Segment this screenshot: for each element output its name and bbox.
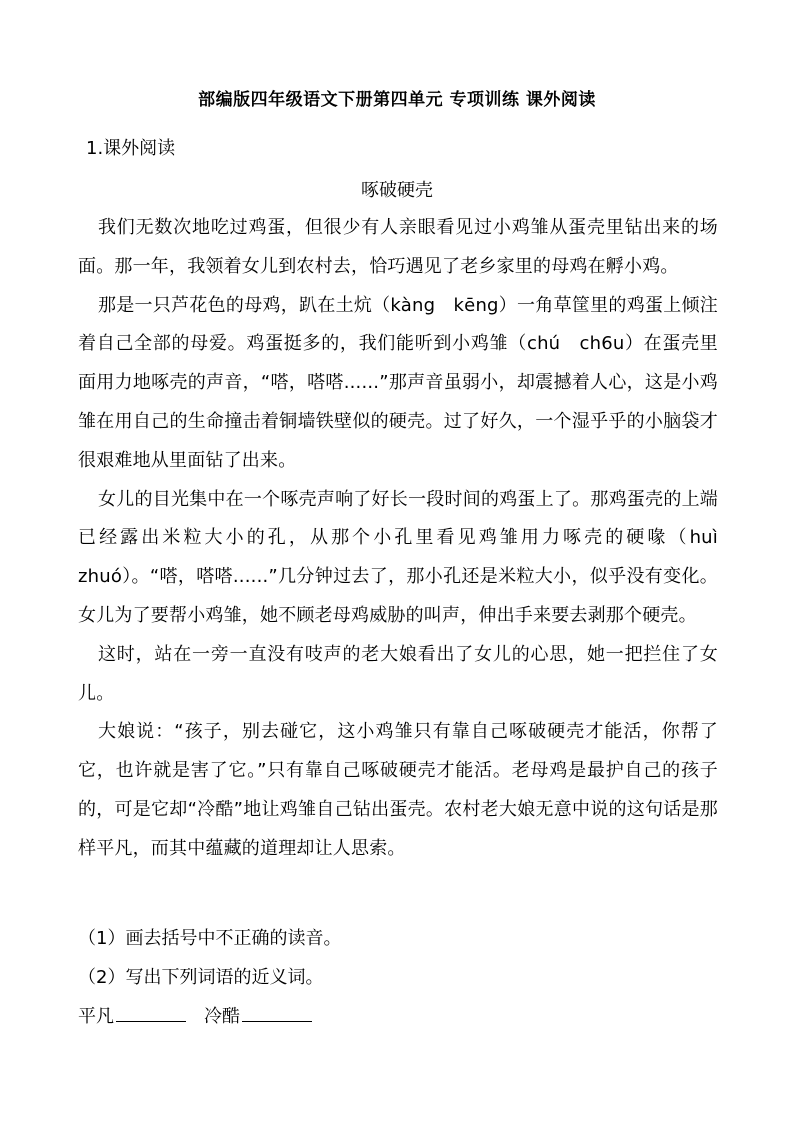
paragraph: 大娘说：“孩子，别去碰它，这小鸡雏只有靠自己啄破硬壳才能活，你帮了它，也许就是害了它。”只有靠自己啄破硬壳才能活。老母鸡是最护自己的孩子的，可是它却“冷酷”地让鸡雏自己钻出蛋壳。农村老大娘无意中说的这句话是那样平凡，而其中蕴藏的道理却让人思索。	[78, 721, 718, 859]
paragraph: 我们无数次地吃过鸡蛋，但很少有人亲眼看见过小鸡雏从蛋壳里钻出来的场面。那一年，我领着女儿到农村去，恰巧遇见了老乡家里的母鸡在孵小鸡。	[78, 217, 718, 277]
blank-label-pingfan: 平凡	[78, 1005, 114, 1027]
answer-blank-lengku[interactable]	[242, 1003, 312, 1022]
question-1: （1）画去括号中不正确的读音。	[78, 928, 342, 949]
answer-blank-pingfan[interactable]	[116, 1003, 186, 1022]
passage-body	[78, 209, 737, 869]
paragraph: 这时，站在一旁一直没有吱声的老大娘看出了女儿的心思，她一把拦住了女儿。	[78, 643, 718, 704]
section-heading: 1.课外阅读	[86, 138, 176, 159]
paragraph: 女儿的目光集中在一个啄壳声响了好长一段时间的鸡蛋上了。那鸡蛋壳的上端已经露出米粒大小的孔，从那个小孔里看见鸡雏用力啄壳的硬喙（huì zhuó）。“嗒，嗒嗒......”几分钟过去了，那小孔还是米粒大小，似乎没有变化。女儿为了要帮小鸡雏，她不顾老母鸡威胁的叫声，伸出手来要去剥那个硬壳。	[78, 488, 737, 626]
paragraph: 那是一只芦花色的母鸡，趴在土炕（kàng kēng）一角草筐里的鸡蛋上倾注着自己全部的母爱。鸡蛋挺多的，我们能听到小鸡雏（chú ch6u）在蛋壳里面用力地啄壳的声音，“嗒，嗒嗒......”那声音虽弱小，却震撼着人心，这是小鸡雏在用自己的生命撞击着铜墙铁壁似的硬壳。过了好久，一个湿乎乎的小脑袋才很艰难地从里面钻了出来。	[78, 294, 718, 471]
questions-section	[78, 920, 718, 1036]
document-title: 部编版四年级语文下册第四单元 专项训练 课外阅读	[198, 90, 596, 110]
blank-label-lengku: 冷酷	[204, 1005, 240, 1027]
question-2: （2）写出下列词语的近义词。	[78, 966, 324, 988]
answer-blanks-row	[78, 998, 718, 1037]
passage-title: 啄破硬壳	[361, 180, 433, 201]
